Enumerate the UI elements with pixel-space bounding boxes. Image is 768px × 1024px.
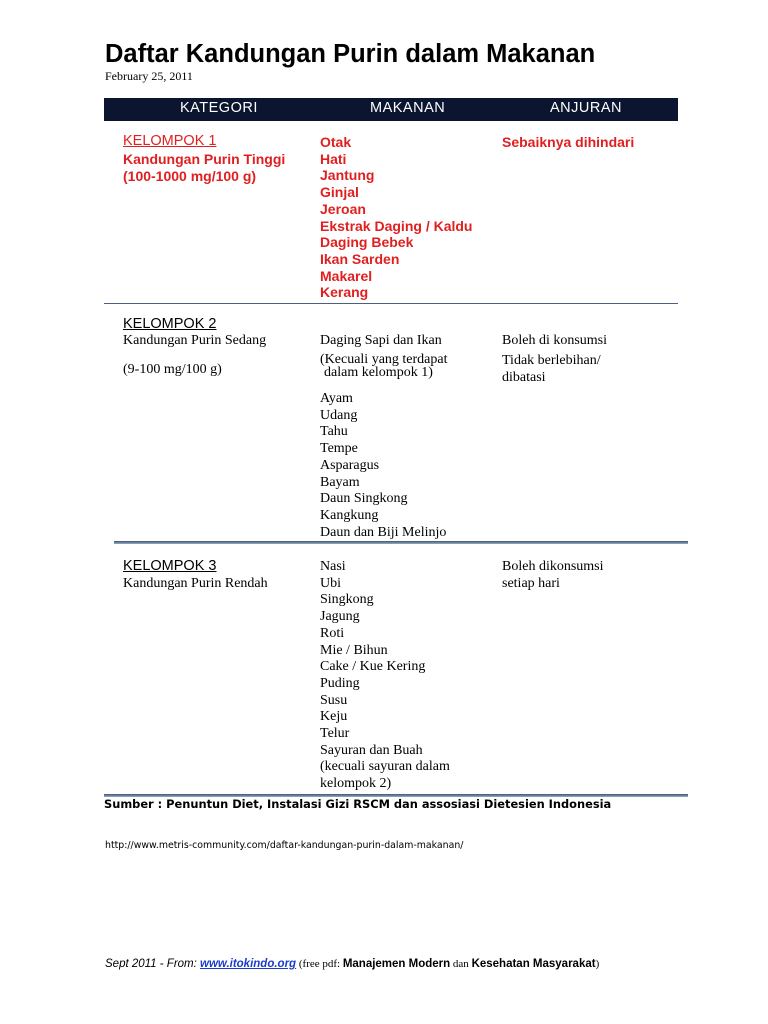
food-item: Telur [320, 726, 350, 742]
footer [105, 958, 599, 970]
food-item: Hati [320, 150, 347, 167]
group-2-title: KELOMPOK 2 [123, 316, 217, 332]
food-item: Keju [320, 709, 348, 725]
group-1-advice: Sebaiknya dihindari [502, 134, 635, 150]
group-2-food-list [320, 391, 446, 541]
group-3-title: KELOMPOK 3 [123, 558, 217, 574]
food-item: Asparagus [320, 457, 380, 473]
footer-manajemen: Manajemen Modern [342, 958, 451, 970]
food-item: Mie / Bihun [320, 642, 388, 658]
group-2-food-main: Daging Sapi dan Ikan [320, 333, 442, 348]
header-kategori: KATEGORI [180, 100, 258, 116]
group-1-range: (100-1000 mg/100 g) [123, 168, 257, 184]
food-item: Udang [320, 407, 358, 423]
footer-dan: dan [450, 958, 472, 970]
food-item: Jagung [320, 609, 360, 625]
footer-close: ) [595, 958, 600, 970]
food-item: Ayam [320, 391, 353, 406]
food-item: Kangkung [320, 507, 379, 523]
header-anjuran: ANJURAN [550, 100, 622, 116]
food-item: Makarel [320, 267, 373, 284]
food-item: Daun Singkong [320, 491, 408, 507]
group-2-range: (9-100 mg/100 g) [123, 362, 222, 377]
group-3-advice: Boleh dikonsumsi [502, 559, 604, 574]
food-item: kelompok 2) [320, 776, 392, 792]
food-item: Ubi [320, 575, 341, 591]
group-3-advice-2: setiap hari [502, 576, 560, 591]
footer-prefix: Sept 2011 - From: [105, 958, 201, 970]
footer-free: (free pdf: [296, 958, 343, 970]
food-item: Otak [320, 134, 352, 150]
group-2-food-note-2: dalam kelompok 1) [324, 365, 433, 380]
food-item: Roti [320, 625, 345, 641]
document-date: February 25, 2011 [105, 69, 193, 83]
food-item: Nasi [320, 559, 346, 574]
food-item: Singkong [320, 592, 374, 608]
food-item: Ikan Sarden [320, 250, 400, 267]
food-item: Daun dan Biji Melinjo [320, 524, 447, 540]
source-url[interactable]: http://www.metris-community.com/daftar-kandungan-purin-dalam-makanan/ [105, 840, 464, 851]
food-item: Cake / Kue Kering [320, 659, 426, 675]
group-2-advice: Boleh di konsumsi [502, 333, 608, 348]
food-item: Jantung [320, 167, 375, 184]
footer-kesehatan: Kesehatan Masyarakat [471, 958, 596, 970]
food-item: Tahu [320, 424, 348, 440]
footer-link[interactable]: www.itokindo.org [200, 958, 297, 970]
group-2-food-note: (Kecuali yang terdapat [320, 352, 448, 367]
food-item: Daging Bebek [320, 234, 414, 251]
food-item: Tempe [320, 441, 358, 457]
food-item: Susu [320, 692, 348, 708]
food-item: Puding [320, 675, 360, 691]
group-2-desc: Kandungan Purin Sedang [123, 333, 267, 348]
food-item: Sayuran dan Buah [320, 742, 423, 758]
divider [104, 303, 678, 304]
source-note: Sumber : Penuntun Diet, Instalasi Gizi RSCM dan assosiasi Dietesien Indonesia [104, 797, 612, 811]
group-2-advice-3: dibatasi [502, 370, 546, 385]
food-item: Ekstrak Daging / Kaldu [320, 217, 473, 234]
group-2-advice-2: Tidak berlebihan/ [502, 353, 601, 368]
food-item: Ginjal [320, 184, 359, 201]
group-1-title: KELOMPOK 1 [123, 133, 217, 149]
food-item: Jeroan [320, 200, 366, 217]
food-item: (kecuali sayuran dalam [320, 759, 450, 775]
food-item: Bayam [320, 474, 360, 490]
group-1-desc: Kandungan Purin Tinggi [123, 151, 286, 167]
group-3-desc: Kandungan Purin Rendah [123, 576, 268, 591]
header-makanan: MAKANAN [370, 100, 446, 116]
divider [114, 541, 688, 544]
table-header [104, 98, 678, 121]
food-item: Kerang [320, 284, 369, 301]
group-3-food-list [320, 559, 450, 793]
group-1-food-list [320, 134, 472, 301]
page-title: Daftar Kandungan Purin dalam Makanan [105, 40, 596, 68]
